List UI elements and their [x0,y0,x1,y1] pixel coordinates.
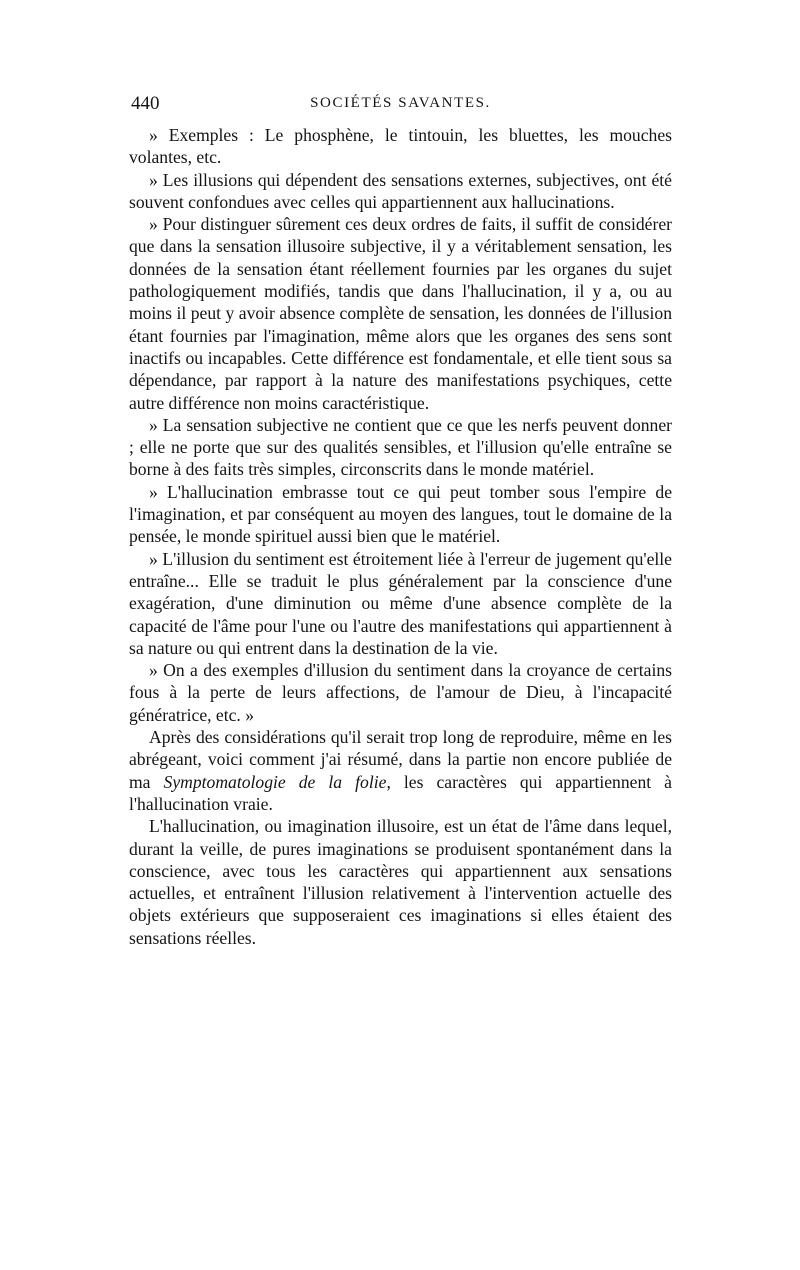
page-header [129,93,672,117]
paragraph-examples: » Exemples : Le phosphène, le tintouin, les bluettes, les mouches volantes, etc. [129,125,672,168]
body-text [129,124,672,949]
summary-text-before: Après des considérations qu'il serait trop long de reproduire, même en les abrégeant, voici comment j'ai résumé, dans la partie non encore publiée de ma [129,727,672,792]
paragraph-subjective-sensation: » La sensation subjective ne contient que ce que les nerfs peuvent donner ; elle ne porte que sur des qualités sensibles, et l'illusion qu'elle entraîne se borne à des faits très simples, circonscrits dans le monde matériel. [129,414,672,480]
paragraph-sentiment-examples: » On a des exemples d'illusion du sentiment dans la croyance de certains fous à la perte de leurs affections, de l'amour de Dieu, à l'incapacité génératrice, etc. » [129,660,672,725]
summary-text-after: , les caractères qui appartiennent à l'hallucination vraie. [129,771,672,814]
paragraph-external-illusions: » Les illusions qui dépendent des sensations externes, subjectives, ont été souvent confondues avec celles qui appartiennent aux hallucinations. [129,169,672,212]
running-title: SOCIÉTÉS SAVANTES. [310,95,491,111]
page-number: 440 [131,93,160,114]
paragraph-definition: L'hallucination, ou imagination illusoire, est un état de l'âme dans lequel, durant la veille, de pures imaginations se produisent spontanément dans la conscience, avec tous les caractères qui appartiennent aux sensations actuelles, et entraînent l'illusion relativement à l'intervention actuelle des objets extérieurs que supposeraient ces imaginations si elles étaient des sensations réelles. [129,816,672,948]
book-title: Symptomatologie de la folie [163,771,387,792]
paragraph-sentiment-illusion: » L'illusion du sentiment est étroitement liée à l'erreur de jugement qu'elle entraîne... Elle se traduit le plus généralement par la conscience d'une exagération, d'une diminution ou même d'une absence complète de la capacité de l'âme pour l'une ou l'autre des manifestations qui appartiennent à sa nature ou qui entrent dans la destination de la vie. [129,548,672,658]
paragraph-summary [129,726,672,815]
paragraph-distinguish: » Pour distinguer sûrement ces deux ordres de faits, il suffit de considérer que dans la sensation illusoire subjective, il y a véritablement sensation, les données de la sensation étant réellement fournies par les organes du sujet pathologiquement modifiés, tandis que dans l'hallucination, il y a, ou au moins il peut y avoir absence complète de sensation, les données de l'illusion étant fournies par l'imagination, même alors que les organes des sens sont inactifs ou incapables. Cette différence est fondamentale, et elle tient sous sa dépendance, par rapport à la nature des manifestations psychiques, cette autre différence non moins caractéristique. [129,214,672,413]
paragraph-hallucination-scope: » L'hallucination embrasse tout ce qui peut tomber sous l'empire de l'imagination, et par conséquent au moyen des langues, tout le domaine de la pensée, le monde spirituel aussi bien que le matériel. [129,481,672,547]
